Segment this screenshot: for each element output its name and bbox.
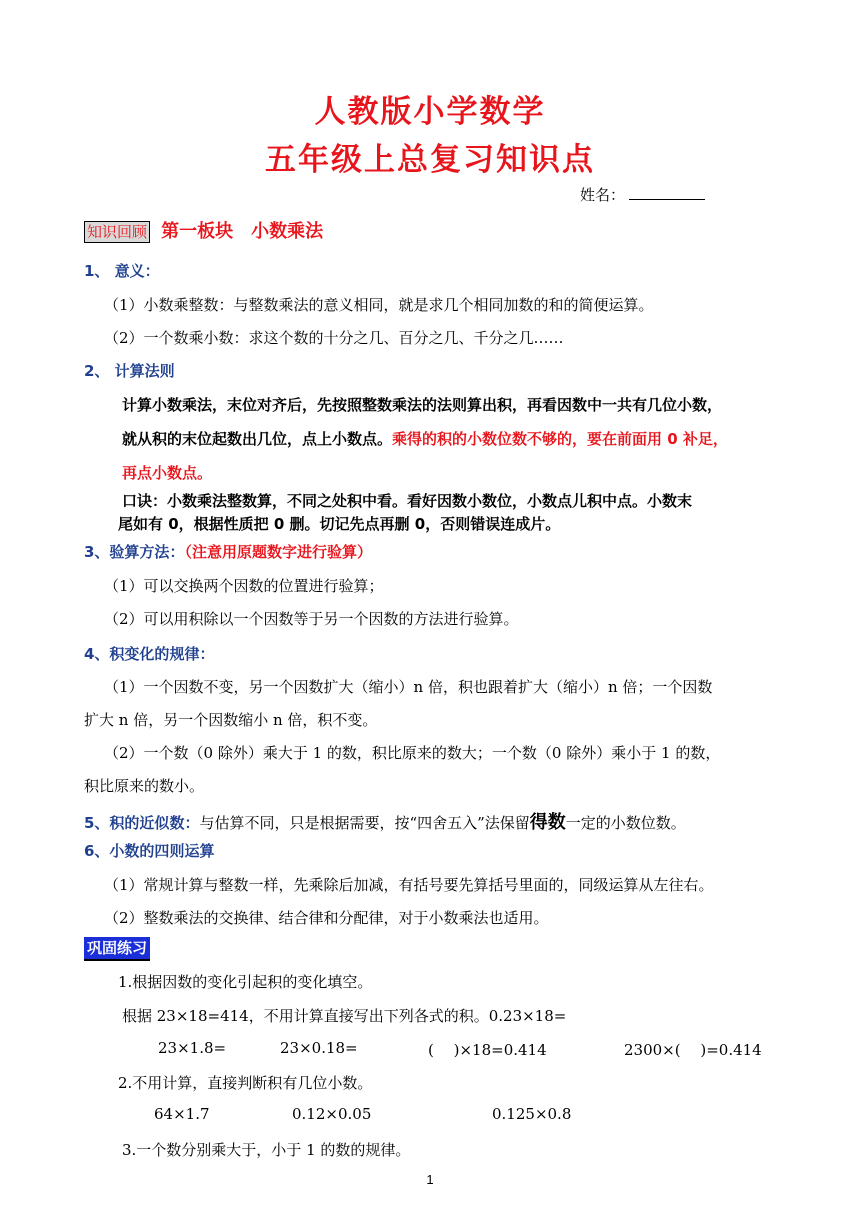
title-line-1: 人教版小学数学 (314, 94, 546, 130)
heading-3 (84, 541, 372, 562)
rule-line-2b: 乘得的积的小数位数不够的，要在前面用 0 补足， (392, 430, 728, 448)
para-1-1: （1）小数乘整数：与整数乘法的意义相同，就是求几个相同加数的和的简便运算。 (104, 296, 654, 314)
para-6-1: （1）常规计算与整数一样，先乘除后加减，有括号要先算括号里面的，同级运算从左往右。 (104, 876, 714, 894)
exercise-2-item: 0.12×0.05 (292, 1105, 372, 1123)
para-3-1: （1）可以交换两个因数的位置进行验算； (104, 577, 384, 595)
heading-4: 4、积变化的规律： (84, 645, 215, 663)
para-3-2: （2）可以用积除以一个因数等于另一个因数的方法进行验算。 (104, 610, 519, 628)
heading-5: 5、积的近似数： (84, 814, 200, 832)
para-4-1b: 扩大 n 倍，另一个因数缩小 n 倍，积不变。 (84, 711, 378, 729)
section-title: 第一板块 小数乘法 (161, 221, 324, 242)
name-blank (629, 185, 705, 200)
heading-3-label: 3、验算方法： (84, 543, 185, 561)
mnemonic-line-2: 尾如有 0，根据性质把 0 删。切记先点再删 0，否则错误连成片。 (118, 515, 561, 533)
para-4-2b: 积比原来的数小。 (84, 777, 205, 795)
exercise-1-intro: 根据 23×18=414，不用计算直接写出下列各式的积。0.23×18= (122, 1007, 567, 1025)
heading-1: 1、 意义： (84, 262, 160, 280)
exercise-3: 3.一个数分别乘大于，小于 1 的数的规律。 (122, 1141, 411, 1159)
exercise-2: 2.不用计算，直接判断积有几位小数。 (118, 1074, 373, 1092)
para-5a: 与估算不同，只是根据需要，按“四舍五入”法保留 (199, 814, 530, 832)
para-5 (84, 808, 686, 834)
para-4-1a: （1）一个因数不变，另一个因数扩大（缩小）n 倍，积也跟着扩大（缩小）n 倍；一个因数 (104, 678, 713, 696)
heading-2: 2、 计算法则 (84, 362, 175, 380)
section-header (84, 217, 323, 243)
name-field (580, 184, 705, 205)
para-1-2: （2）一个数乘小数：求这个数的十分之几、百分之几、千分之几…… (104, 329, 564, 347)
rule-line-1: 计算小数乘法，末位对齐后，先按照整数乘法的法则算出积，再看因数中一共有几位小数， (122, 396, 723, 414)
exercise-1: 1.根据因数的变化引起积的变化填空。 (118, 973, 373, 991)
mnemonic-line-1: 口诀：小数乘法整数算，不同之处积中看。看好因数小数位，小数点儿积中点。小数末 (122, 492, 693, 510)
rule-line-2a: 就从积的末位起数出几位，点上小数点。 (122, 430, 393, 448)
section-tag: 知识回顾 (84, 221, 150, 243)
para-5-emphasis: 得数 (529, 812, 566, 833)
practice-tag: 巩固练习 (84, 937, 150, 961)
heading-6: 6、小数的四则运算 (84, 842, 215, 860)
exercise-1-item: 2300×( )=0.414 (624, 1041, 762, 1059)
exercise-2-item: 64×1.7 (154, 1105, 210, 1123)
exercise-1-item: ( )×18=0.414 (428, 1041, 547, 1059)
exercise-1-item: 23×0.18= (280, 1039, 358, 1057)
para-4-2a: （2）一个数（0 除外）乘大于 1 的数，积比原来的数大；一个数（0 除外）乘小于 1 的数， (104, 744, 721, 762)
page-number: 1 (426, 1172, 434, 1187)
heading-3-note: （注意用原题数字进行验算） (184, 543, 372, 561)
para-5c: 一定的小数位数。 (565, 814, 686, 832)
name-label: 姓名： (580, 186, 626, 204)
exercise-1-item: 23×1.8= (158, 1039, 227, 1057)
rule-line-3: 再点小数点。 (122, 464, 213, 482)
rule-line-2 (122, 428, 728, 449)
title-line-2: 五年级上总复习知识点 (265, 142, 595, 178)
practice-header (84, 938, 150, 958)
para-6-2: （2）整数乘法的交换律、结合律和分配律，对于小数乘法也适用。 (104, 909, 549, 927)
exercise-2-item: 0.125×0.8 (492, 1105, 572, 1123)
